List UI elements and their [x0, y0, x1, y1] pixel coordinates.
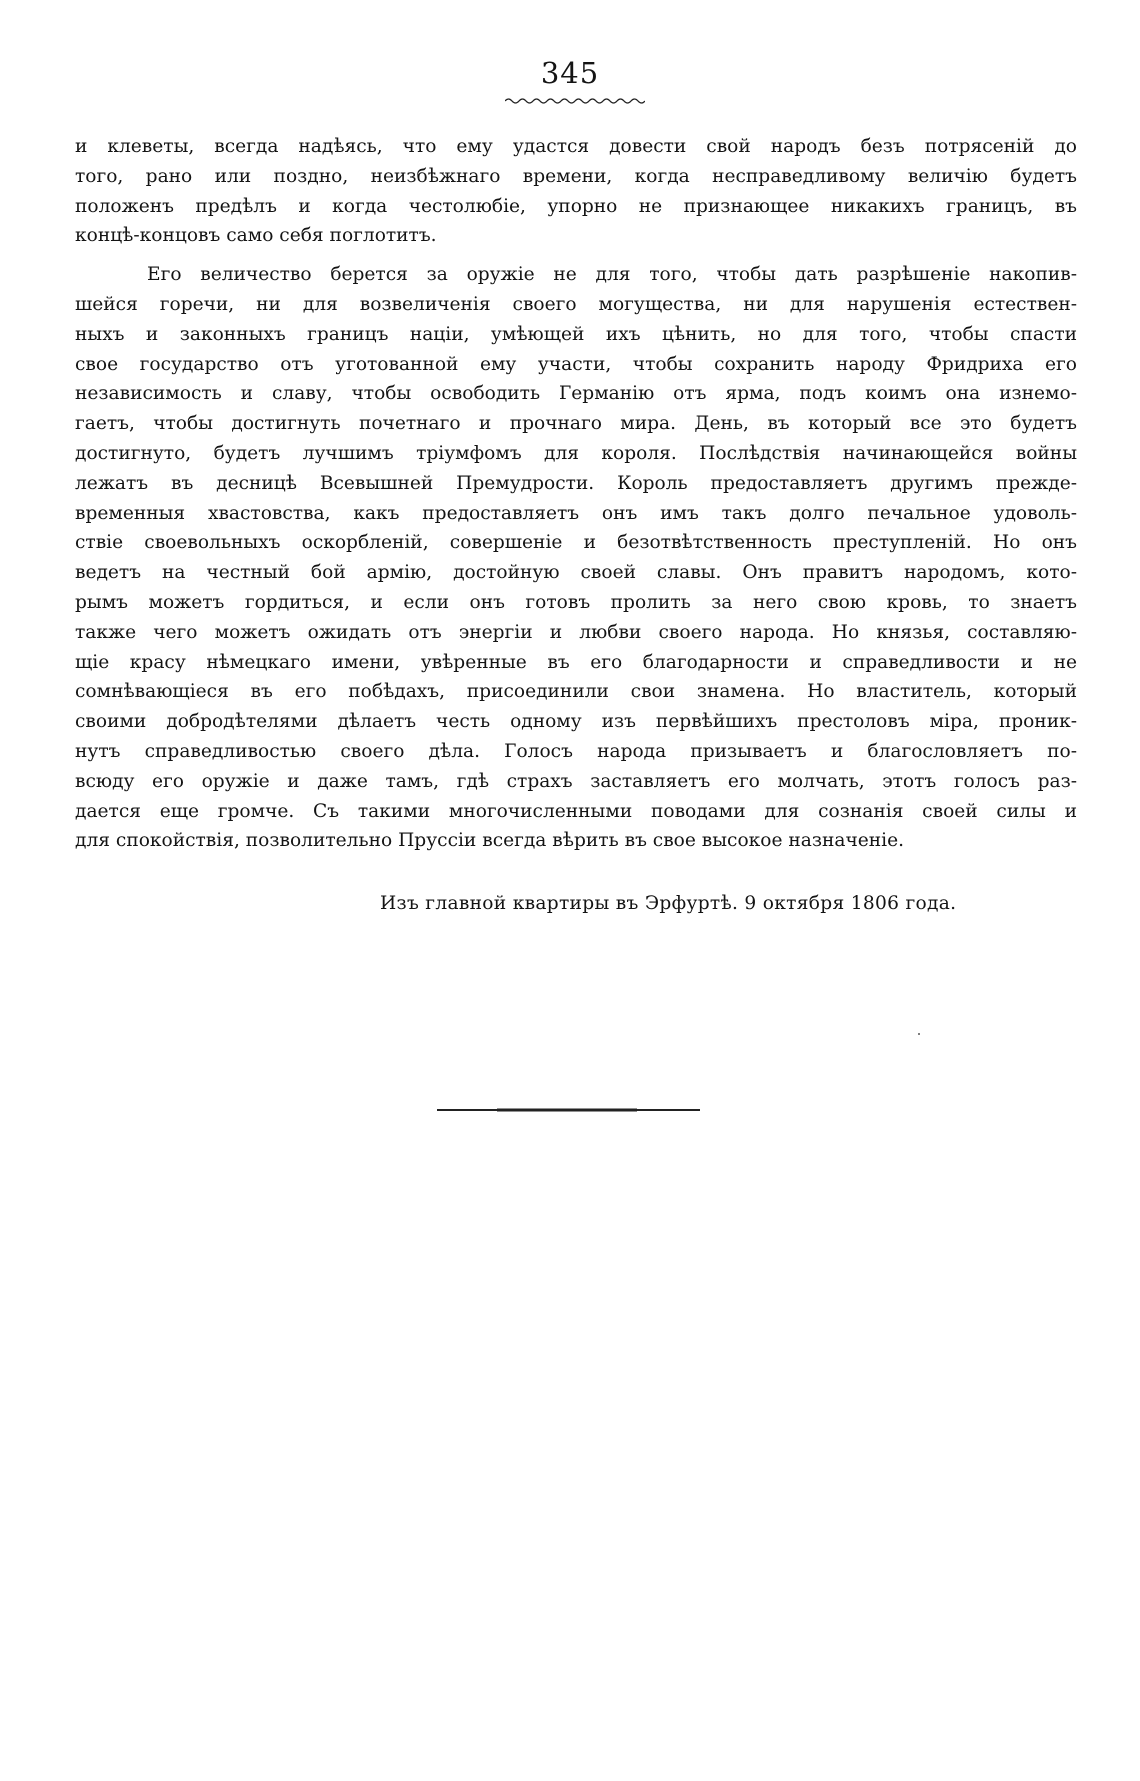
ending-rule: [437, 1107, 700, 1113]
text-line: ствіе своевольныхъ оскорбленій, совершеніе и безотвѣтственность преступленій. Но онъ: [75, 532, 1077, 554]
text-line: Его величество берется за оружіе не для того, чтобы дать разрѣшеніе накопив-: [147, 264, 1077, 286]
print-speck: [918, 1033, 920, 1035]
paragraph-main: [75, 260, 1077, 856]
text-line: ведетъ на честный бой армію, достойную своей славы. Онъ правитъ народомъ, кото-: [75, 562, 1077, 584]
text-line: того, рано или поздно, неизбѣжнаго времени, когда несправедливому величію будетъ: [75, 165, 1077, 187]
paragraph-continuation: [75, 132, 1077, 251]
text-line: сомнѣвающіеся въ его побѣдахъ, присоединили свои знамена. Но властитель, который: [75, 681, 1077, 703]
text-line: всюду его оружіе и даже тамъ, гдѣ страхъ заставляетъ его молчать, этотъ голосъ раз-: [75, 770, 1077, 792]
text-line: лежатъ въ десницѣ Всевышней Премудрости. Король предоставляетъ другимъ прежде-: [75, 472, 1077, 494]
text-line: свое государство отъ уготованной ему участи, чтобы сохранить народу Фридриха его: [75, 353, 1077, 375]
text-line: концѣ-концовъ само себя поглотитъ.: [75, 225, 437, 247]
text-line: шейся горечи, ни для возвеличенія своего могущества, ни для нарушенія естествен-: [75, 293, 1077, 315]
text-line: и клеветы, всегда надѣясь, что ему удастся довести свой народъ безъ потрясеній до: [75, 136, 1077, 157]
text-line: дается еще громче. Съ такими многочисленными поводами для сознанія своей силы и: [75, 800, 1077, 822]
text-line: достигнуто, будетъ лучшимъ тріумфомъ для короля. Послѣдствія начинающейся войны: [75, 442, 1077, 464]
page-number-underline: [505, 96, 645, 106]
text-line: положенъ предѣлъ и когда честолюбіе, упорно не признающее никакихъ границъ, въ: [75, 195, 1077, 217]
text-line: для спокойствія, позволительно Пруссіи всегда вѣрить въ свое высокое назначеніе.: [75, 830, 905, 852]
text-line: независимость и славу, чтобы освободить Германію отъ ярма, подъ коимъ она изнемо-: [75, 383, 1077, 405]
text-line: временныя хвастовства, какъ предоставляетъ онъ имъ такъ долго печальное удоволь-: [75, 502, 1077, 524]
body-text: [75, 132, 1077, 856]
text-line: гаетъ, чтобы достигнуть почетнаго и прочнаго мира. День, въ который все это будетъ: [75, 413, 1077, 435]
text-line: также чего можетъ ожидать отъ энергіи и любви своего народа. Но князья, составляю-: [75, 621, 1077, 643]
text-line: своими добродѣтелями дѣлаетъ честь одному изъ первѣйшихъ престоловъ міра, проник-: [75, 711, 1077, 733]
text-line: нутъ справедливостью своего дѣла. Голосъ народа призываетъ и благословляетъ по-: [75, 740, 1077, 762]
text-line: рымъ можетъ гордиться, и если онъ готовъ пролить за него свою кровь, то знаетъ: [75, 591, 1077, 613]
signature-dateline: Изъ главной квартиры въ Эрфуртѣ. 9 октября 1806 года.: [380, 893, 957, 914]
text-line: щіе красу нѣмецкаго имени, увѣренные въ его благодарности и справедливости и не: [75, 651, 1077, 673]
text-line: ныхъ и законныхъ границъ націи, умѣющей ихъ цѣнить, но для того, чтобы спасти: [75, 323, 1077, 345]
page-number: 345: [540, 56, 600, 90]
